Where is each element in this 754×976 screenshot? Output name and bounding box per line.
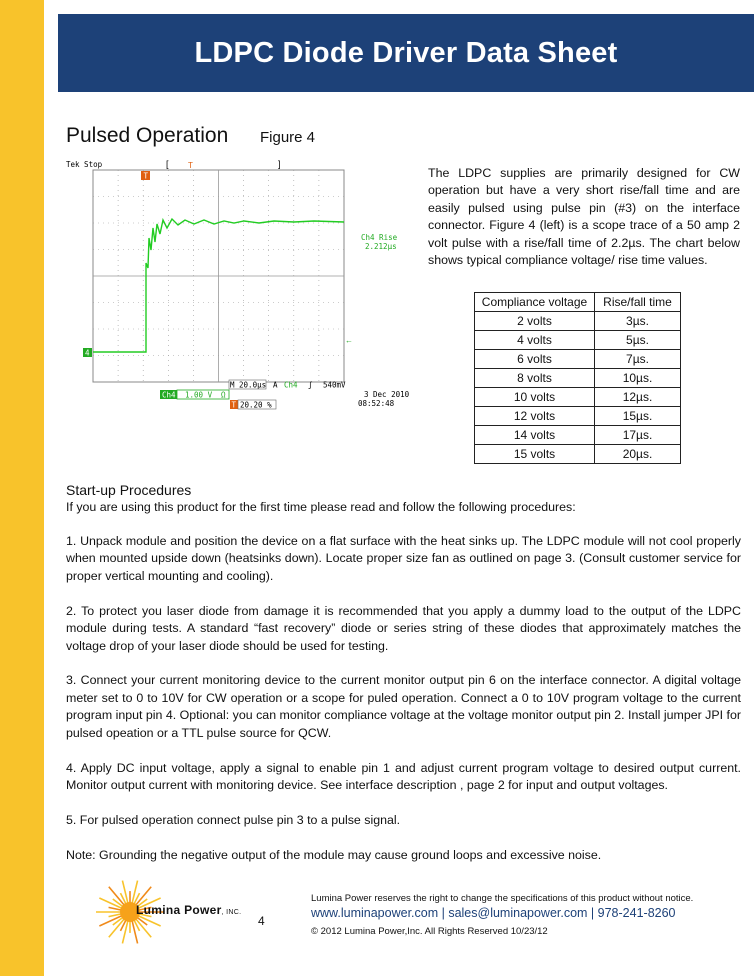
position-marker-label: T	[231, 400, 237, 410]
footer-notice: Lumina Power reserves the right to change the specifications of this product without notice.	[311, 893, 694, 904]
footer-copyright: © 2012 Lumina Power,Inc. All Rights Reserved 10/23/12	[311, 926, 548, 937]
table-cell: 2 volts	[475, 312, 595, 331]
step-paragraph: 4. Apply DC input voltage, apply a signal to enable pin 1 and adjust current program voltage to desired output current. Monitor output current with monitoring device. See interface description , page 2 for input and output voltages.	[66, 760, 741, 792]
table-cell: 15 volts	[475, 445, 595, 464]
table-row	[475, 388, 681, 407]
table-cell: 7µs.	[595, 350, 681, 369]
table-cell: 12 volts	[475, 407, 595, 426]
table-row	[475, 445, 681, 464]
table-cell: 12µs.	[595, 388, 681, 407]
page-header	[58, 14, 754, 92]
note-paragraph: Note: Grounding the negative output of the module may cause ground loops and excessive noise.	[66, 847, 602, 862]
table-row	[475, 369, 681, 388]
startup-steps	[66, 533, 741, 882]
position-value: 20.20 %	[240, 400, 272, 410]
time-div: M 20.0µs	[230, 380, 267, 390]
table-cell: 8 volts	[475, 369, 595, 388]
compliance-table	[474, 292, 681, 464]
trigger-channel: Ch4	[284, 380, 298, 390]
rise-value: 2.212µs	[365, 242, 397, 251]
table-cell: 14 volts	[475, 426, 595, 445]
logo-name: Lumina Power	[136, 903, 222, 917]
step-paragraph: 1. Unpack module and position the device on a flat surface with the heat sinks up. The LDPC module will not cool properly when mounted upside down (heatsinks down). Locate proper size fan as outlined on page 3. (Consult customer service for proper vertical mounting and cooling).	[66, 534, 741, 583]
table-cell: 10 volts	[475, 388, 595, 407]
table-row	[475, 407, 681, 426]
step-paragraph: 3. Connect your current monitoring device to the current monitor output pin 6 on the interface connector. A digital voltage meter set to 0 to 10V for CW operation or a scope for puled operation. Connect a 0 to 10V program voltage to the current program input pin 4. Optional: you can monitor compliance voltage at the voltage monitor output pin 2. Install jumper JPI for pulsed opeation or a TTL pulse source for QCW.	[66, 673, 741, 740]
table-cell: 17µs.	[595, 426, 681, 445]
ch-coupling: Ω	[221, 390, 226, 400]
table-cell: 4 volts	[475, 331, 595, 350]
footer-contact-links[interactable]: www.luminapower.com | sales@luminapower.com | 978-241-8260	[311, 906, 676, 920]
scope-status: Tek Stop	[66, 160, 103, 169]
table-cell: 15µs.	[595, 407, 681, 426]
table-header-cell: Rise/fall time	[595, 293, 681, 312]
ch-label: Ch4	[162, 390, 176, 400]
table-cell: 5µs.	[595, 331, 681, 350]
table-header-cell: Compliance voltage	[475, 293, 595, 312]
table-row	[475, 426, 681, 445]
page-title: LDPC Diode Driver Data Sheet	[194, 37, 618, 69]
scope-trace-figure	[64, 158, 410, 414]
step-paragraph: 2. To protect you laser diode from damage it is recommended that you apply a dummy load to the output of the LDPC module during tests. A standard “fast recovery” diode or series string of these diodes that approximately matches the voltage drop of your laser diode should be used for testing.	[66, 603, 741, 653]
table-cell: 6 volts	[475, 350, 595, 369]
figure-label: Figure 4	[260, 129, 316, 146]
company-logo-text	[136, 903, 241, 917]
scope-bracket-left: [	[166, 159, 169, 169]
scope-top-marker: T	[188, 161, 193, 170]
ch-scale: 1.00 V	[185, 390, 213, 400]
startup-title: Start-up Procedures	[66, 482, 192, 498]
startup-intro: If you are using this product for the first time please read and follow the following procedures:	[66, 500, 576, 514]
trigger-marker-label: T	[143, 171, 149, 181]
scope-bracket-right: ]	[278, 159, 281, 169]
sidebar-accent-bar	[0, 0, 44, 976]
acq-mode: A	[273, 380, 278, 390]
table-row	[475, 350, 681, 369]
trigger-level-arrow-icon: ←	[345, 336, 353, 345]
table-cell: 20µs.	[595, 445, 681, 464]
intro-paragraph: The LDPC supplies are primarily designed for CW operation but have a very short rise/fall time and are easily pulsed using pulse pin (#3) on the interface connector. Figure 4 (left) is a scope trace of a 50 amp 2 volt pulse with a rise/fall time of 2.2µs. The chart below shows typical compliance voltage/ rise time values.	[428, 166, 740, 268]
capture-date: 3 Dec 2010	[364, 390, 410, 399]
trigger-slope: ʃ	[308, 380, 313, 390]
table-row	[475, 331, 681, 350]
section-title: Pulsed Operation	[66, 124, 229, 147]
channel-marker-label: 4	[85, 348, 90, 358]
trigger-level: 540mV	[323, 380, 346, 390]
page-number: 4	[258, 914, 265, 928]
logo-inc: , INC.	[221, 909, 242, 916]
table-cell: 3µs.	[595, 312, 681, 331]
rise-label: Ch4 Rise	[361, 233, 398, 242]
table-header-row	[475, 293, 681, 312]
step-paragraph: 5. For pulsed operation connect pulse pin 3 to a pulse signal.	[66, 812, 401, 827]
table-row	[475, 312, 681, 331]
capture-time: 08:52:48	[358, 399, 395, 408]
table-cell: 10µs.	[595, 369, 681, 388]
